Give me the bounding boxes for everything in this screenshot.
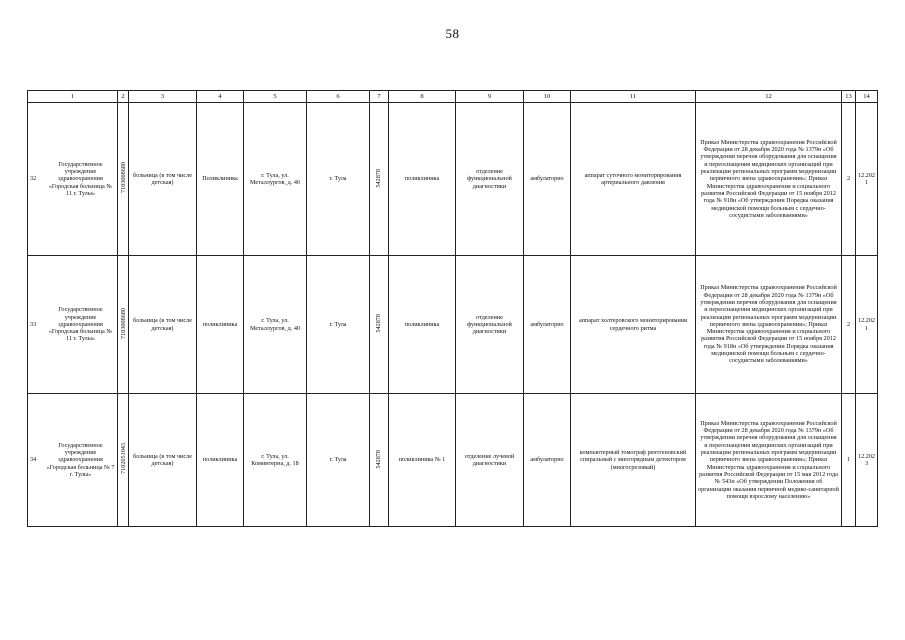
legal-basis-cell: Приказ Министерства здравоохранения Российской Федерации от 28 декабря 2020 года № 1379н «Об утверждении перечня оборудования для оснащения и переоснащения медицинских организаций при реализации региональных программ модернизации первичного звена здравоохранения»; Приказ Министерства здравоохранения и социального развития Российской Федерации от 15 мая 2012 года № 543н «Об утверждении Положения об организации оказания первичной медико-санитарной помощи взрослому населению»: [696, 394, 842, 527]
legal-basis-cell: Приказ Министерства здравоохранения Российской Федерации от 28 декабря 2020 года № 1379н «Об утверждении перечня оборудования для оснащения и переоснащения медицинских организаций при реализации региональных программ модернизации первичного звена здравоохранения»; Приказ Министерства здравоохранения и социального развития Российской Федерации от 15 ноября 2012 года № 918н «Об утверждении Порядка оказания медицинской помощи больным с сердечно-сосудистыми заболеваниями»: [696, 103, 842, 256]
organization-name: Государственное учреждение здравоохранения «Городская больница № 11 г. Тулы»: [48, 306, 113, 343]
column-number-cell: 6: [307, 91, 370, 103]
quantity-cell: 2: [842, 256, 856, 394]
column-number-cell: 13: [842, 91, 856, 103]
column-number-cell: 2: [118, 91, 129, 103]
column-number-cell: 8: [389, 91, 456, 103]
date-cell: 12.2021: [856, 256, 878, 394]
organization-code: 7102051043: [120, 443, 127, 475]
organization-code: 7103008680: [120, 307, 127, 339]
organization-code: 7103008680: [120, 162, 127, 194]
row-number: 32: [30, 175, 37, 183]
organization-name: Государственное учреждение здравоохранения «Городская больница № 7 г. Тулы»: [46, 441, 115, 478]
equipment-cell: аппарат холтеровского мониторирования сердечного ритма: [571, 256, 696, 394]
subdivision-cell: Поликлиника: [197, 103, 244, 256]
care-type-cell: амбулаторно: [524, 394, 571, 527]
row-number-and-organization: [28, 103, 118, 256]
column-number-cell: 1: [28, 91, 118, 103]
date-cell: 12.2021: [856, 103, 878, 256]
city-cell: г. Тула: [307, 103, 370, 256]
column-number-cell: 12: [696, 91, 842, 103]
department-cell: отделение функциональной диагностики: [456, 256, 524, 394]
organization-name: Государственное учреждение здравоохранения «Городская больница № 11 г. Тулы»: [48, 160, 113, 197]
code-cell: [118, 103, 129, 256]
code2-cell: [370, 103, 389, 256]
code2-cell: [370, 394, 389, 527]
type-cell: больница (в том числе детская): [129, 103, 197, 256]
secondary-code: 542878: [375, 314, 383, 333]
care-type-cell: амбулаторно: [524, 103, 571, 256]
column-number-cell: 14: [856, 91, 878, 103]
department-cell: отделение функциональной диагностики: [456, 103, 524, 256]
secondary-code: 542878: [375, 168, 383, 188]
quantity-cell: 1: [842, 394, 856, 527]
care-type-cell: амбулаторно: [524, 256, 571, 394]
row-number: 33: [30, 320, 37, 328]
column-number-cell: 9: [456, 91, 524, 103]
department-cell: отделение лучевой диагностики: [456, 394, 524, 527]
column-number-cell: 10: [524, 91, 571, 103]
column-number-cell: 4: [197, 91, 244, 103]
column-number-cell: 7: [370, 91, 389, 103]
table-row: [28, 394, 878, 527]
page-number: 58: [445, 26, 460, 41]
equipment-cell: компьютерный томограф рентгеновский спиральный с многорядным детектором (многосрезовый): [571, 394, 696, 527]
unit-cell: поликлиника: [389, 256, 456, 394]
unit-cell: поликлиника № 1: [389, 394, 456, 527]
address-cell: г. Тула, ул. Металлургов, д. 40: [244, 256, 307, 394]
subdivision-cell: поликлиника: [197, 394, 244, 527]
city-cell: г. Тула: [307, 394, 370, 527]
code-cell: [118, 394, 129, 527]
table-row: [28, 256, 878, 394]
address-cell: г. Тула, ул. Металлургов, д. 40: [244, 103, 307, 256]
type-cell: больница (в том числе детская): [129, 394, 197, 527]
unit-cell: поликлиника: [389, 103, 456, 256]
column-number-cell: 3: [129, 91, 197, 103]
legal-basis-cell: Приказ Министерства здравоохранения Российской Федерации от 28 декабря 2020 года № 1379н «Об утверждении перечня оборудования для оснащения и переоснащения медицинских организаций при реализации региональных программ модернизации первичного звена здравоохранения»; Приказ Министерства здравоохранения и социального развития Российской Федерации от 15 ноября 2012 года № 918н «Об утверждении Порядка оказания медицинской помощи больным с сердечно-сосудистыми заболеваниями»: [696, 256, 842, 394]
row-number: 34: [30, 456, 37, 464]
secondary-code: 542878: [375, 449, 383, 469]
address-cell: г. Тула, ул. Коминтерна, д. 18: [244, 394, 307, 527]
row-number-and-organization: [28, 394, 118, 527]
quantity-cell: 2: [842, 103, 856, 256]
registry-table: [27, 90, 878, 527]
type-cell: больница (в том числе детская): [129, 256, 197, 394]
column-number-cell: 11: [571, 91, 696, 103]
subdivision-cell: поликлиника: [197, 256, 244, 394]
code-cell: [118, 256, 129, 394]
code2-cell: [370, 256, 389, 394]
equipment-cell: аппарат суточного мониторирования артериального давления: [571, 103, 696, 256]
row-number-and-organization: [28, 256, 118, 394]
date-cell: 12.2023: [856, 394, 878, 527]
column-number-cell: 5: [244, 91, 307, 103]
city-cell: г. Тула: [307, 256, 370, 394]
column-number-row: [28, 91, 878, 103]
table-row: [28, 103, 878, 256]
